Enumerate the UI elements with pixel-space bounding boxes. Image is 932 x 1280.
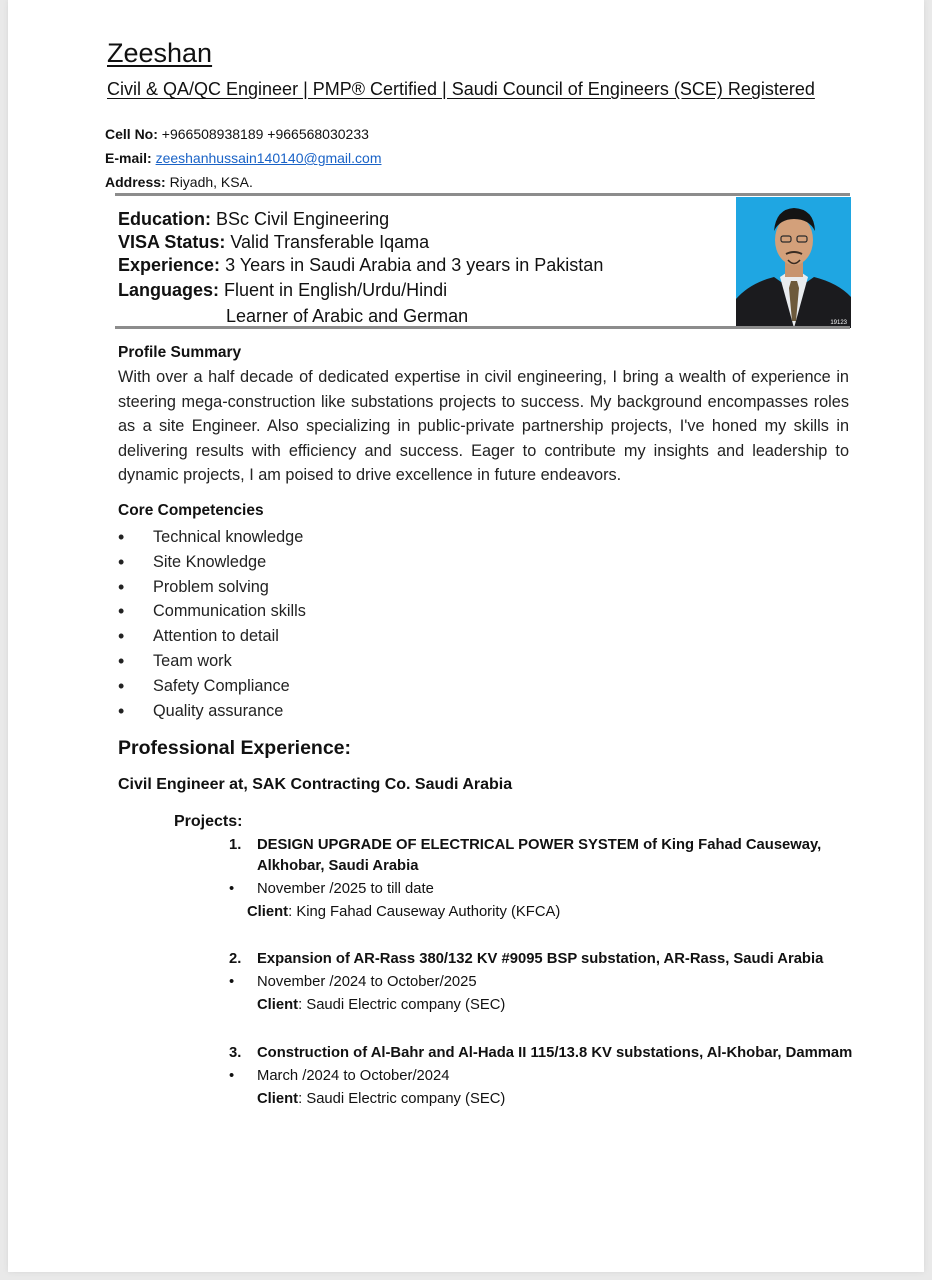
info-divider [115,326,850,329]
contact-cell [105,126,369,142]
info-languages [118,280,447,301]
candidate-name: Zeeshan [107,38,213,68]
person-photo-icon [736,197,851,328]
project-title: DESIGN UPGRADE OF ELECTRICAL POWER SYSTEM of King Fahad Causeway, [257,837,822,853]
email-link[interactable]: zeeshanhussain140140@gmail.com [155,150,382,166]
visa-label: VISA Status: [118,232,226,252]
address-label: Address: [105,174,166,190]
top-divider [115,193,850,196]
education-label: Education: [118,209,211,229]
candidate-tagline: Civil & QA/QC Engineer | PMP® Certified | Saudi Council of Engineers (SCE) Registered [107,79,815,99]
core-competencies-heading: Core Competencies [118,502,264,519]
client-value: : Saudi Electric company (SEC) [298,997,506,1013]
projects-label: Projects: [174,813,243,830]
project-client [257,1091,505,1107]
visa-value: Valid Transferable Iqama [230,232,430,252]
project-dates-text: November /2024 to October/2025 [257,974,477,990]
profile-summary-heading: Profile Summary [118,344,242,361]
bullet-icon: • [229,974,235,990]
project-client [257,997,505,1013]
languages-value-2: Learner of Arabic and German [226,306,469,326]
project-number: 2. [229,951,242,967]
photo-tag: 19123 [830,320,847,326]
client-label: Client [257,1091,299,1107]
competencies-list [118,525,306,723]
client-label: Client [257,997,299,1013]
client-value: : Saudi Electric company (SEC) [298,1091,506,1107]
competency-item: • Attention to detail [118,624,306,649]
project-title: Expansion of AR-Rass 380/132 KV #9095 BSP substation, AR-Rass, Saudi Arabia [257,951,824,967]
competency-item: • Quality assurance [118,699,306,724]
client-label: Client [247,904,289,920]
address-value: Riyadh, KSA. [169,174,253,190]
project-title: Construction of Al-Bahr and Al-Hada II 115/13.8 KV substations, Al-Khobar, Dammam [257,1045,853,1061]
competency-item: • Safety Compliance [118,674,306,699]
cell-label: Cell No: [105,126,158,142]
project-title-line2: Alkhobar, Saudi Arabia [257,858,419,874]
project-dates [229,974,477,990]
profile-photo [736,197,851,328]
competency-item: • Team work [118,649,306,674]
education-value: BSc Civil Engineering [216,209,390,229]
bullet-icon: • [229,1068,235,1084]
contact-email [105,150,382,166]
project-dates [229,1068,450,1084]
job-title: Civil Engineer at, SAK Contracting Co. Saudi Arabia [118,776,513,793]
project-number: 1. [229,837,242,853]
contact-address [105,174,253,190]
info-experience [118,255,603,276]
competency-item: • Communication skills [118,599,306,624]
competency-item: • Site Knowledge [118,550,306,575]
experience-value: 3 Years in Saudi Arabia and 3 years in Pakistan [225,255,604,275]
email-label: E-mail: [105,150,152,166]
profile-summary-text: With over a half decade of dedicated expertise in civil engineering, I bring a wealth of experience in steering mega-construction like substations projects to success. My background encompasses roles as a site Engineer. Also specializing in public-private partnership projects, I've honed my skills in delivering results with efficiency and success. Eager to contribute my insights and leadership to dynamic projects, I am poised to drive excellence in future endeavors. [118,368,849,484]
client-value: : King Fahad Causeway Authority (KFCA) [288,904,561,920]
info-visa [118,232,429,253]
languages-value-1: Fluent in English/Urdu/Hindi [224,280,448,300]
project-dates-text: November /2025 to till date [257,881,434,897]
professional-experience-heading: Professional Experience: [118,737,352,759]
project-dates-text: March /2024 to October/2024 [257,1068,450,1084]
experience-label: Experience: [118,255,221,275]
resume-page [8,0,924,1272]
bullet-icon: • [229,881,235,897]
languages-label: Languages: [118,280,220,300]
info-education [118,209,389,230]
project-number: 3. [229,1045,242,1061]
cell-value: +966508938189 +966568030233 [161,126,369,142]
competency-item: • Problem solving [118,575,306,600]
project-client [247,904,560,920]
project-dates [229,881,434,897]
competency-item: • Technical knowledge [118,525,306,550]
